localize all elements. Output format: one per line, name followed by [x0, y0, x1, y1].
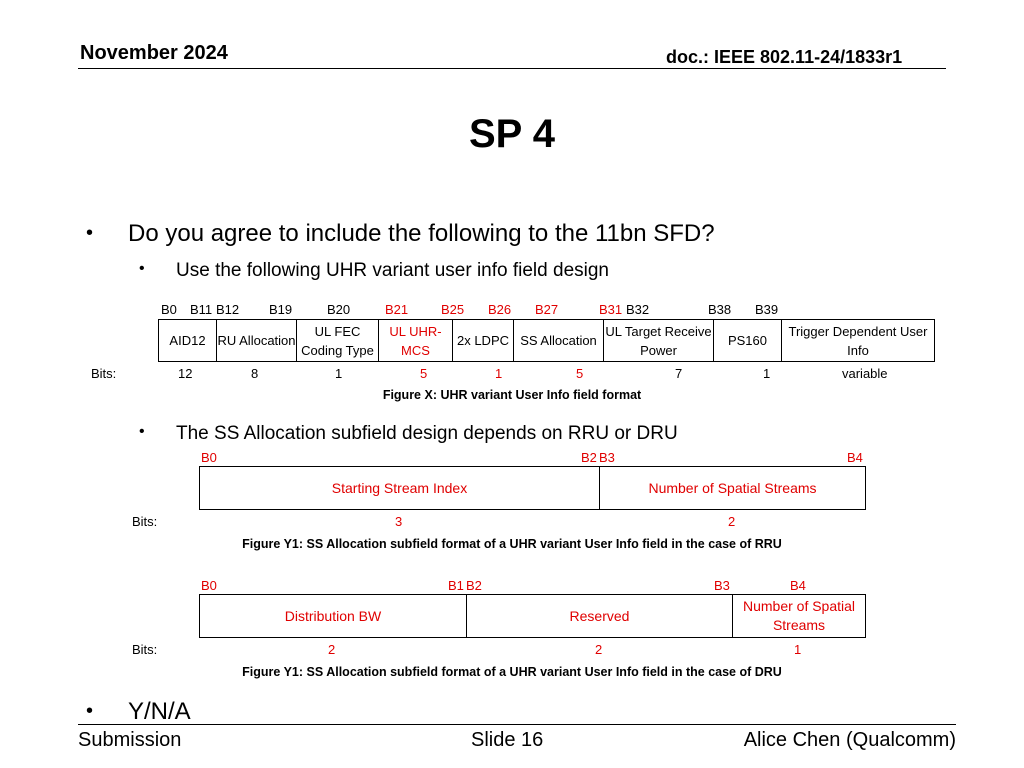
bits-value: 8 — [251, 366, 259, 381]
bits-value: 1 — [495, 366, 503, 381]
dru-bits-value: 1 — [794, 642, 802, 657]
bullet-dot: • — [86, 222, 94, 244]
dru-bits-value: 2 — [595, 642, 603, 657]
rru-bit-label: B2 — [581, 450, 597, 465]
field-ss-allocation: SS Allocation — [514, 320, 604, 362]
dru-distribution-bw: Distribution BW — [284, 607, 382, 624]
footer-author: Alice Chen (Qualcomm) — [743, 729, 956, 751]
bit-label: B19 — [269, 302, 293, 317]
bits-value: 5 — [420, 366, 428, 381]
bits-value: 5 — [576, 366, 584, 381]
field-ru-allocation: RU Allocation — [217, 320, 297, 362]
user-info-field-table — [158, 319, 935, 362]
sub-bullet-dot: • — [139, 260, 145, 277]
vote-options: Y/N/A — [128, 698, 191, 725]
bits-value: 12 — [178, 366, 193, 381]
field-ul-fec-coding-type: UL FEC Coding Type — [297, 320, 379, 362]
dru-bit-label: B1 — [448, 578, 464, 593]
bits-value: variable — [842, 366, 888, 381]
bullet-dot: • — [86, 700, 94, 722]
rru-number-of-spatial-streams: Number of Spatial Streams — [648, 479, 817, 496]
figure-caption-user-info: Figure X: UHR variant User Info field format — [382, 388, 642, 402]
bit-label: B31 — [599, 302, 623, 317]
bits-label: Bits: — [132, 514, 158, 529]
footer-submission: Submission — [78, 729, 182, 751]
field-ul-uhr-mcs: UL UHR-MCS — [379, 320, 453, 362]
bit-label: B11 — [190, 302, 213, 317]
footer-divider — [78, 724, 956, 725]
bit-label: B21 — [385, 302, 409, 317]
field-2x-ldpc: 2x LDPC — [453, 320, 514, 362]
bit-label: B26 — [488, 302, 512, 317]
sub-bullet-user-info: Use the following UHR variant user info field design — [176, 260, 609, 281]
header-doc-id: doc.: IEEE 802.11-24/1833r1 — [666, 47, 903, 67]
figure-caption-dru: Figure Y1: SS Allocation subfield format of a UHR variant User Info field in the case of DRU — [242, 665, 782, 679]
bits-value: 1 — [763, 366, 771, 381]
dru-bits-value: 2 — [328, 642, 336, 657]
field-ul-target-receive-power: UL Target Receive Power — [604, 320, 714, 362]
footer-slide-number: Slide 16 — [471, 729, 544, 751]
dru-bit-label: B0 — [201, 578, 217, 593]
bit-label: B20 — [327, 302, 351, 317]
dru-reserved: Reserved — [569, 607, 630, 624]
dru-bit-label: B2 — [466, 578, 482, 593]
bit-label: B12 — [216, 302, 240, 317]
bits-label: Bits: — [91, 366, 117, 381]
dru-bit-label: B3 — [714, 578, 730, 593]
rru-bit-label: B3 — [599, 450, 615, 465]
field-ps160: PS160 — [714, 320, 782, 362]
rru-bit-label: B0 — [201, 450, 217, 465]
header-divider — [78, 68, 946, 69]
figure-caption-rru: Figure Y1: SS Allocation subfield format of a UHR variant User Info field in the case of RRU — [242, 537, 782, 551]
header-date: November 2024 — [80, 42, 228, 64]
sub-bullet-dot: • — [139, 423, 145, 440]
rru-bits-value: 3 — [395, 514, 403, 529]
bit-label: B32 — [626, 302, 650, 317]
bit-label: B39 — [755, 302, 779, 317]
sub-bullet-ss-allocation: The SS Allocation subfield design depends on RRU or DRU — [176, 423, 678, 444]
bit-label: B27 — [535, 302, 559, 317]
bits-value: 7 — [675, 366, 683, 381]
dru-number-of-spatial-streams: Number of Spatial Streams — [742, 598, 856, 633]
dru-bit-label: B4 — [790, 578, 806, 593]
rru-bit-label: B4 — [847, 450, 863, 465]
bit-label: B38 — [708, 302, 732, 317]
bit-label: B0 — [161, 302, 177, 317]
dru-field-box — [199, 594, 866, 638]
bits-label: Bits: — [132, 642, 158, 657]
rru-bits-value: 2 — [728, 514, 736, 529]
slide-title: SP 4 — [469, 112, 555, 156]
rru-starting-stream-index: Starting Stream Index — [331, 479, 468, 496]
bit-label: B25 — [441, 302, 465, 317]
question-text: Do you agree to include the following to the 11bn SFD? — [128, 220, 715, 247]
rru-field-box — [199, 466, 866, 510]
field-trigger-dependent-user-info: Trigger Dependent User Info — [782, 320, 935, 362]
bits-value: 1 — [335, 366, 343, 381]
field-aid12: AID12 — [159, 320, 217, 362]
